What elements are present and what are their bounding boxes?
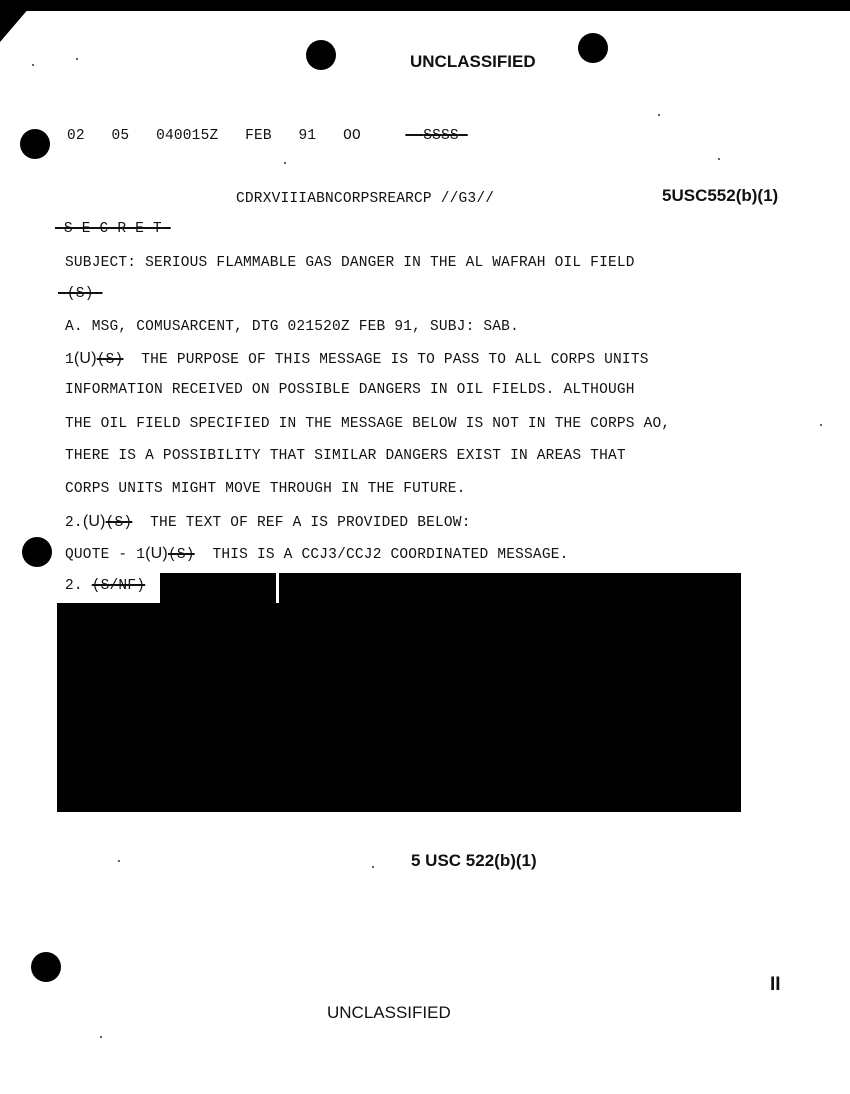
paragraph-2: 2.(U)(S) THE TEXT OF REF A IS PROVIDED BELOW: [65,513,471,531]
punch-hole-top-center [306,40,336,70]
dtg-field: 040015Z [156,128,219,144]
dtg-line [67,128,468,144]
scan-speck [32,64,34,66]
scan-speck [718,158,720,160]
paragraph-1-line: THE OIL FIELD SPECIFIED IN THE MESSAGE BELOW IS NOT IN THE CORPS AO, [65,416,671,432]
unclassified-marking: (U) [73,350,97,367]
quote-paragraph-2: 2. (S/NF) [65,578,146,594]
dtg-field: 91 [298,128,317,144]
struck-marking: (S) [105,515,133,531]
punch-hole-top-right [578,33,608,63]
unclassified-marking: (U) [82,513,106,530]
redaction-exemption: 5 USC 522(b)(1) [411,851,537,870]
unclassified-marking: (U) [145,545,168,562]
struck-marking: (S) [167,547,195,563]
redaction-block [279,573,741,605]
paragraph-1-line: INFORMATION RECEIVED ON POSSIBLE DANGERS IN OIL FIELDS. ALTHOUGH [65,382,635,398]
struck-marking: (S/NF) [91,578,146,594]
quote-line: QUOTE - 1(U)(S) THIS IS A CCJ3/CCJ2 COORDINATED MESSAGE. [65,545,569,563]
routing-exemption: 5USC552(b)(1) [662,186,779,205]
redaction-block [57,603,741,812]
footer-classification: UNCLASSIFIED [327,1003,451,1022]
routing-address: CDRXVIIIABNCORPSREARCP //G3// [236,191,495,207]
scan-speck [658,114,660,116]
scan-speck [372,866,374,868]
scan-corner-fold [0,0,36,42]
dtg-field: FEB [245,128,272,144]
punch-hole-left-middle [22,537,52,567]
punch-hole-left-lower [31,952,61,982]
header-classification: UNCLASSIFIED [410,52,536,71]
redaction-block [160,573,276,605]
struck-marking: (S) [96,352,124,368]
paragraph-1-line: CORPS UNITS MIGHT MOVE THROUGH IN THE FUTURE. [65,481,466,497]
footer-corner-mark: II [770,974,781,995]
dtg-field: 05 [111,128,130,144]
struck-s-marker: (S) [66,286,94,302]
scan-top-edge [0,0,850,11]
paragraph-1-first-line: 1(U)(S) THE PURPOSE OF THIS MESSAGE IS TO PASS TO ALL CORPS UNITS [65,350,649,368]
scan-speck [118,860,120,862]
struck-classification-tag: SSSS [423,128,459,144]
scan-speck [284,162,286,164]
punch-hole-left-upper [20,129,50,159]
dtg-field: OO [343,128,361,144]
dtg-field: 02 [67,128,85,144]
reference-a: A. MSG, COMUSARCENT, DTG 021520Z FEB 91, SUBJ: SAB. [65,319,519,335]
scan-speck [76,58,78,60]
paragraph-1-line: THERE IS A POSSIBILITY THAT SIMILAR DANGERS EXIST IN AREAS THAT [65,448,626,464]
scan-speck [820,424,822,426]
struck-secret-banner: S E C R E T [63,221,162,237]
subject-line: SUBJECT: SERIOUS FLAMMABLE GAS DANGER IN THE AL WAFRAH OIL FIELD [65,255,635,271]
scan-speck [100,1036,102,1038]
